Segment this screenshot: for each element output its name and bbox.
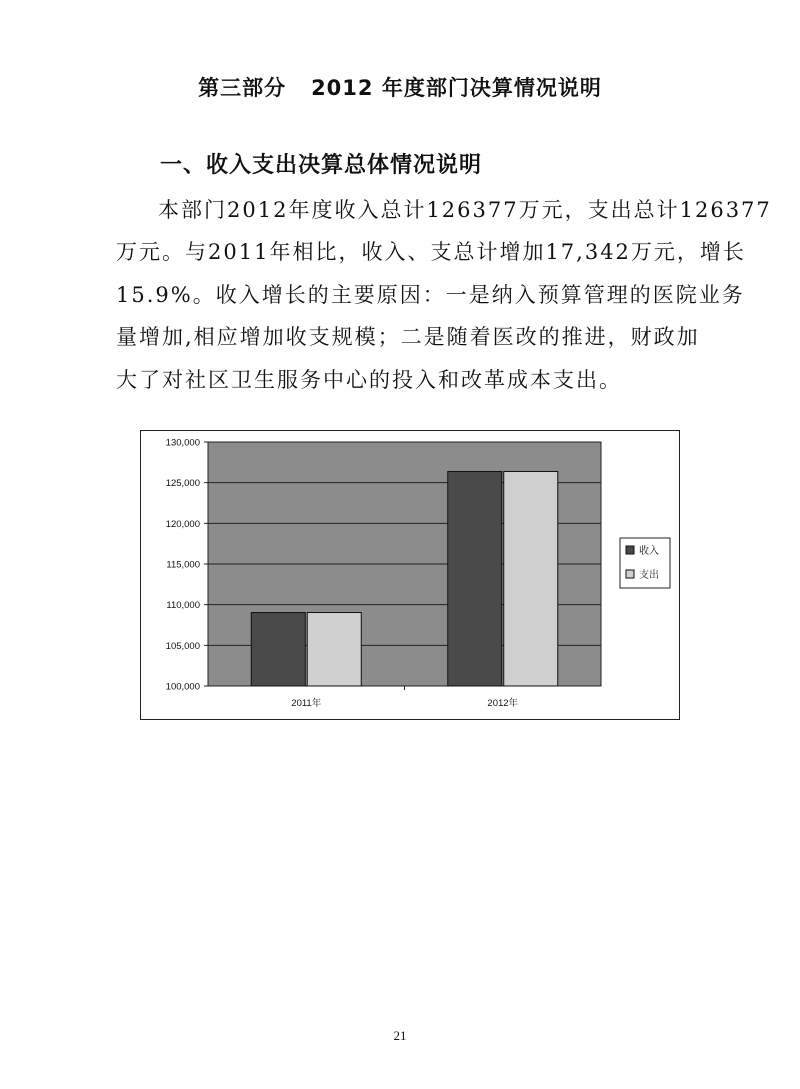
legend-swatch	[626, 546, 634, 554]
paragraph-line: 万元。与2011年相比，收入、支总计增加17,342万元，增长	[116, 240, 746, 264]
legend-label: 收入	[639, 546, 659, 557]
y-tick-label: 105,000	[165, 640, 200, 652]
page-number: 21	[393, 1028, 407, 1043]
x-tick-label: 2012年	[487, 698, 519, 709]
paragraph-line: 大了对社区卫生服务中心的投入和改革成本支出。	[116, 368, 622, 392]
legend-swatch	[626, 570, 634, 578]
paragraph-line: 15.9%。收入增长的主要原因：一是纳入预算管理的医院业务	[116, 283, 745, 307]
bar-收入-2012年	[448, 471, 502, 686]
chart-legend	[620, 538, 670, 588]
y-tick-label: 120,000	[165, 518, 200, 530]
bar-收入-2011年	[251, 613, 305, 686]
paragraph-line: 量增加,相应增加收支规模；二是随着医改的推进，财政加	[116, 325, 700, 349]
page-title: 第三部分 2012 年度部门决算情况说明	[198, 76, 602, 100]
section-heading-overview: 一、收入支出决算总体情况说明	[160, 153, 483, 178]
y-tick-label: 125,000	[165, 478, 200, 490]
y-tick-label: 115,000	[166, 559, 200, 571]
y-tick-label: 100,000	[165, 681, 200, 693]
legend-label: 支出	[639, 570, 659, 581]
income-expense-bar-chart	[140, 430, 680, 720]
y-tick-label: 130,000	[165, 437, 200, 449]
bar-支出-2011年	[307, 613, 361, 686]
y-tick-label: 110,000	[166, 600, 200, 612]
x-tick-label: 2011年	[291, 698, 322, 709]
bar-支出-2012年	[504, 471, 558, 686]
paragraph-line: 本部门2012年度收入总计126377万元，支出总计126377	[158, 198, 772, 222]
